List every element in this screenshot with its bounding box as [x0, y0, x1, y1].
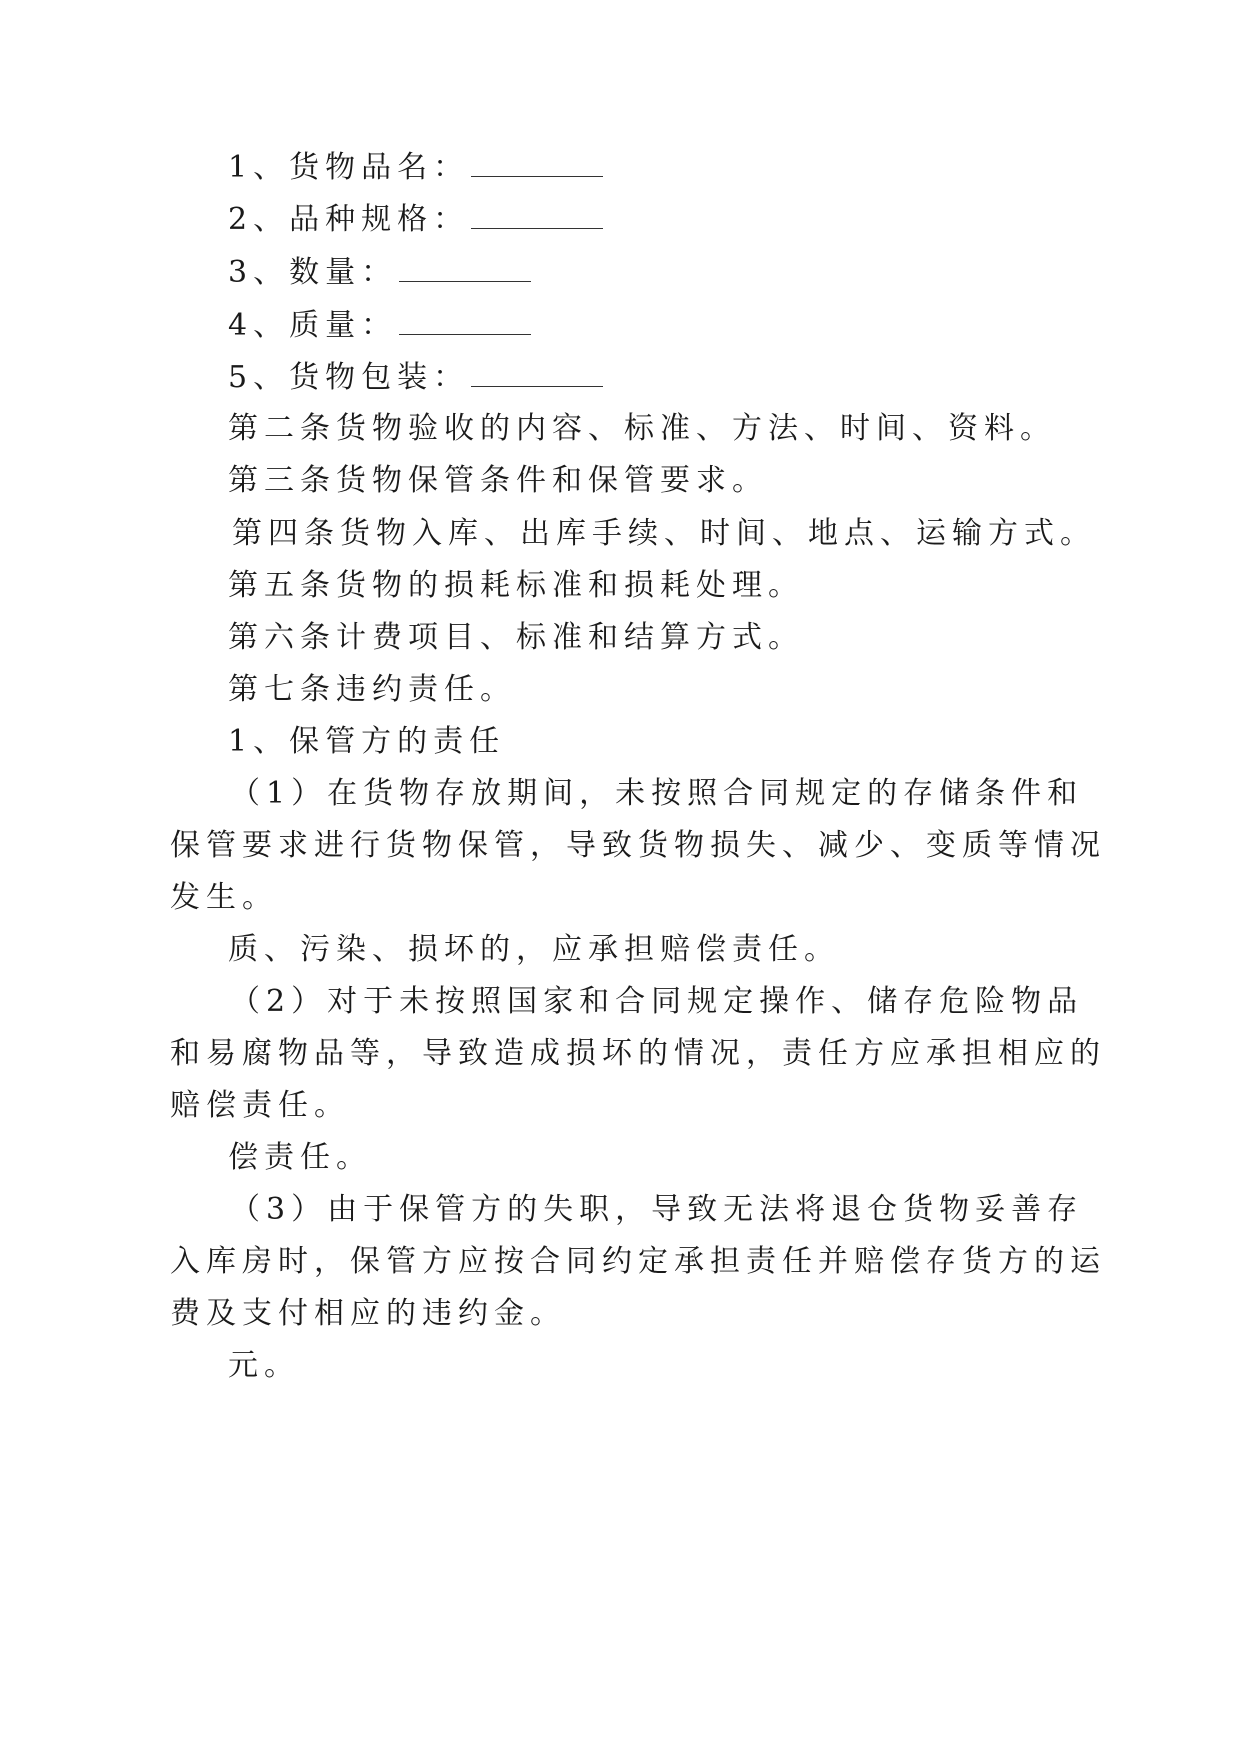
clause-2-line-2: 和易腐物品等，导致造成损坏的情况，责任方应承担相应的	[170, 1036, 1106, 1071]
responsibility-heading: 1、保管方的责任	[228, 724, 506, 759]
clause-3-line-3: 费及支付相应的违约金。	[170, 1296, 566, 1331]
article-7: 第七条违约责任。	[228, 672, 516, 707]
article-4: 第四条货物入库、出库手续、时间、地点、运输方式。	[232, 516, 1096, 551]
field-packaging	[228, 358, 603, 398]
clause-2-line-1: （2）对于未按照国家和合同规定操作、储存危险物品	[230, 984, 1084, 1019]
field-label: 3、数量：	[228, 255, 398, 290]
field-goods-name	[228, 148, 603, 188]
article-3: 第三条货物保管条件和保管要求。	[228, 463, 768, 498]
field-quantity	[228, 253, 531, 293]
field-specification	[228, 200, 603, 240]
blank-line	[471, 152, 603, 177]
clause-1-fragment: 质、污染、损坏的，应承担赔偿责任。	[228, 932, 840, 967]
field-quality	[228, 306, 531, 346]
article-2: 第二条货物验收的内容、标准、方法、时间、资料。	[228, 411, 1056, 446]
clause-2-fragment: 偿责任。	[228, 1140, 372, 1175]
blank-line	[471, 204, 603, 229]
article-6: 第六条计费项目、标准和结算方式。	[228, 620, 804, 655]
clause-3-line-2: 入库房时，保管方应按合同约定承担责任并赔偿存货方的运	[170, 1244, 1106, 1279]
article-5: 第五条货物的损耗标准和损耗处理。	[228, 568, 804, 603]
clause-1-line-3: 发生。	[170, 880, 278, 915]
blank-line	[399, 257, 531, 282]
blank-line	[471, 362, 603, 387]
blank-line	[399, 310, 531, 335]
field-label: 4、质量：	[228, 308, 398, 343]
field-label: 1、货物品名：	[228, 150, 470, 185]
field-label: 2、品种规格：	[228, 202, 470, 237]
clause-3-line-1: （3）由于保管方的失职，导致无法将退仓货物妥善存	[230, 1192, 1084, 1227]
clause-3-fragment: 元。	[228, 1348, 300, 1383]
clause-1-line-2: 保管要求进行货物保管，导致货物损失、减少、变质等情况	[170, 828, 1106, 863]
clause-1-line-1: （1）在货物存放期间，未按照合同规定的存储条件和	[230, 776, 1084, 811]
field-label: 5、货物包装：	[228, 360, 470, 395]
clause-2-line-3: 赔偿责任。	[170, 1088, 350, 1123]
